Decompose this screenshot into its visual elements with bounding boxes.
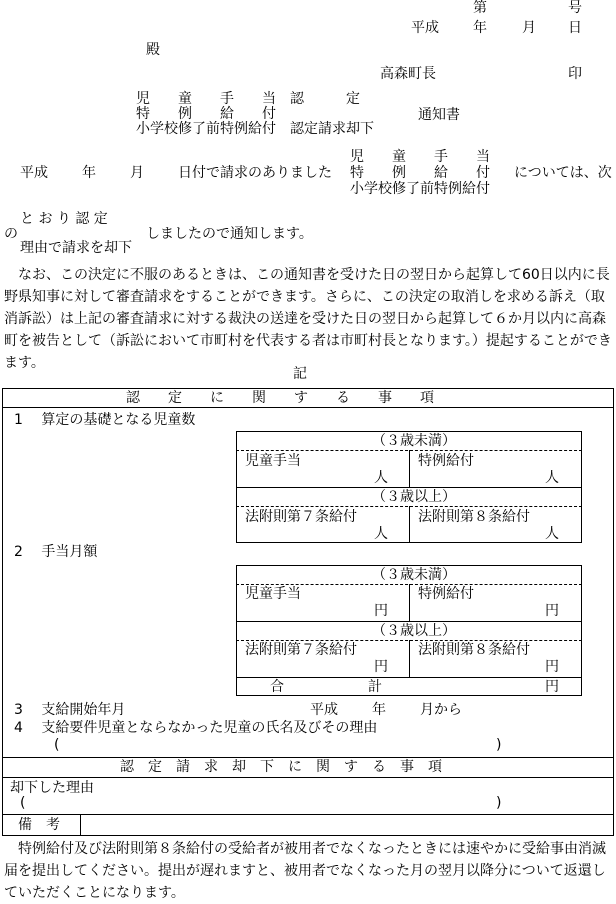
amount-tokurei-label: 特例給付 [418,586,474,602]
start-date-era: 平成 [310,702,338,718]
table-rule [2,757,614,758]
benefit-line-2: 特 例 給 付 [350,165,490,181]
amount-jido-teate-label: 児童手当 [245,586,301,602]
count-fusoku8-label: 法附則第８条給付 [418,509,530,525]
table-rule [2,814,614,815]
count-tokurei-label: 特例給付 [418,453,474,469]
nintei-section-header: 認 定 に 関 す る 事 項 [126,390,434,406]
count-fusoku7-label: 法附則第７条給付 [245,509,357,525]
amount-tokurei-unit: 円 [545,603,559,619]
request-date-year: 年 [82,165,96,181]
request-date-month: 月 [130,165,144,181]
count-fusoku8-unit: 人 [545,526,559,542]
decision-suffix: しましたので通知します。 [146,226,313,242]
benefit-line-1: 児 童 手 当 [350,149,490,165]
request-date-text: 日付で請求のありました [178,165,332,181]
column-rule [409,640,410,677]
amount-fusoku8-label: 法附則第８条給付 [418,642,530,658]
issuer-seal: 印 [568,66,582,82]
doc-number-dai: 第 [473,0,487,16]
column-rule [409,506,410,543]
amount-jido-teate-unit: 円 [374,603,388,619]
item4-paren-open: ( [54,737,60,753]
appeal-paragraph: なお、この決定に不服のあるときは、この通知書を受けた日の翌日から起算して60日以内に長野県知事に対して審査請求をすることができます。さらに、この決定の取消しを求める訴え（取消訴訟）は上記の審査請求に対する裁決の送達を受けた日の翌日から起算して６か月以内に高森町を被告として（訴訟において市町村を代表する者は市町村長となります。）提起することができます。 [4,267,612,371]
amount-fusoku8-unit: 円 [545,659,559,675]
amount-under3-heading: （３歳未満） [372,567,456,583]
decision-option-approve: と お り 認 定 [20,211,108,227]
decision-prefix: の [4,226,18,242]
issue-date-day: 日 [568,20,582,36]
table-rule [2,777,614,778]
ki-marker: 記 [293,366,307,382]
rejection-paren-open: ( [20,795,26,811]
item2-label: 2 手当月額 [14,544,98,560]
count-under3-heading: （３歳未満） [372,433,456,449]
title-line-2: 特 例 給 付 [136,106,276,122]
remarks-divider [80,814,81,836]
amount-fusoku7-label: 法附則第７条給付 [245,642,357,658]
addressee-dono: 殿 [146,42,160,58]
request-date-era: 平成 [20,165,48,181]
row-rule [236,487,582,488]
item3-label: 3 支給開始年月 [14,702,126,718]
count-over3-heading: （３歳以上） [372,489,456,505]
table-rule [2,407,614,408]
issue-date-era: 平成 [411,20,439,36]
amount-total-unit: 円 [545,679,559,695]
start-date-year: 年 [372,702,386,718]
title-suffix: 通知書 [418,107,460,123]
row-rule [236,677,582,678]
amount-over3-heading: （３歳以上） [372,623,456,639]
item4-label: 4 支給要件児童とならなかった児童の氏名及びその理由 [14,720,378,736]
doc-number-go: 号 [568,0,582,16]
column-rule [409,450,410,487]
count-jido-teate-unit: 人 [374,470,388,486]
row-rule [236,621,582,622]
start-date-month-from: 月から [420,702,462,718]
rejection-reason-label: 却下した理由 [10,780,94,796]
remarks-label: 備 考 [18,817,60,833]
column-rule [409,584,410,621]
count-jido-teate-label: 児童手当 [245,453,301,469]
rejection-paren-close: ) [496,795,502,811]
benefit-line-3: 小学校修了前特例給付 [350,181,490,197]
footer-note: 特例給付及び法附則第８条給付の受給者が被用者でなくなったときには速やかに受給事由消滅届を提出してください。提出が遅れますと、被用者でなくなった月の翌月以降分について返還していただくことになります。 [4,841,606,901]
item1-label: 1 算定の基礎となる児童数 [14,412,196,428]
amount-total-label: 合 計 [270,679,382,695]
count-fusoku7-unit: 人 [374,526,388,542]
item4-paren-close: ) [496,737,502,753]
kyakka-section-header: 認 定 請 求 却 下 に 関 す る 事 項 [120,759,442,775]
issue-date-year: 年 [473,20,487,36]
count-tokurei-unit: 人 [545,470,559,486]
benefit-suffix: については、次 [514,165,612,181]
amount-fusoku7-unit: 円 [374,659,388,675]
issuer-name: 高森町長 [380,66,436,82]
issue-date-month: 月 [522,20,536,36]
decision-option-reject: 理由で請求を却下 [20,240,132,256]
title-line-3: 小学校修了前特例給付 認定請求却下 [136,121,374,137]
title-line-1: 児 童 手 当 認 定 [136,91,360,107]
